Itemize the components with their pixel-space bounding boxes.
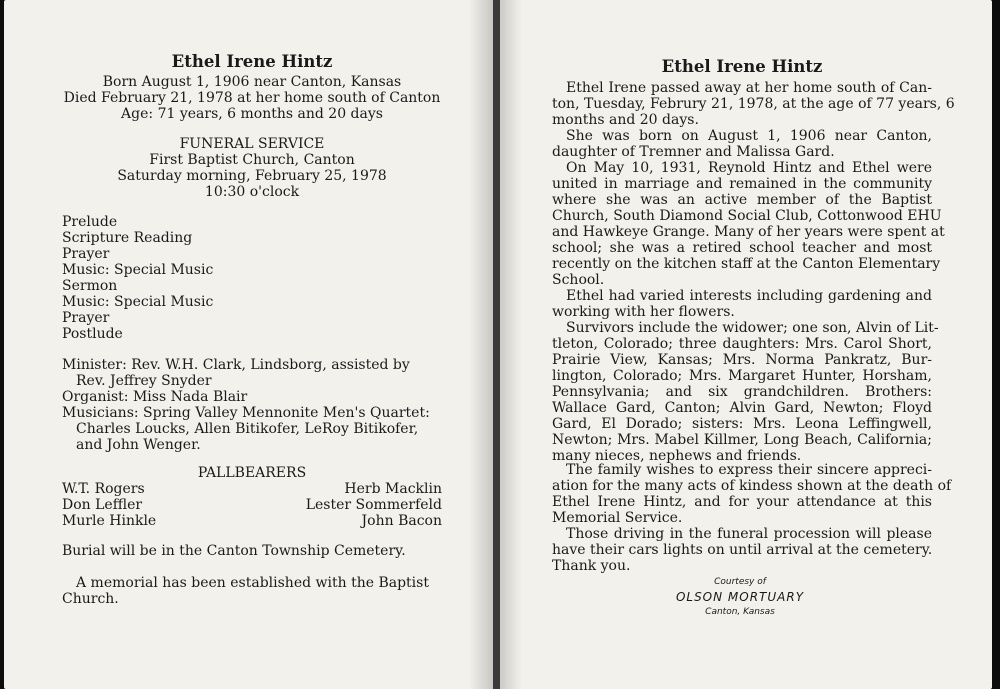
pallbearer-name: Murle Hinkle	[62, 513, 157, 529]
musicians-line: and John Wenger.	[76, 437, 201, 453]
obituary-line: School.	[552, 272, 605, 288]
obituary-line: many nieces, nephews and friends.	[552, 448, 802, 464]
pallbearer-row	[62, 513, 442, 529]
obituary-line: where she was an active member of the Baptist	[552, 192, 932, 208]
born-line: Born August 1, 1906 near Canton, Kansas	[102, 74, 402, 90]
program-item: Prayer	[62, 310, 110, 326]
thanks-line: Those driving in the funeral procession will please	[566, 526, 932, 542]
left-title: Ethel Irene Hintz	[171, 52, 333, 71]
pallbearers-block	[62, 465, 442, 529]
musicians-line: Charles Loucks, Allen Bitikofer, LeRoy Bitikofer,	[76, 421, 419, 437]
thanks-line: Ethel Irene Hintz, and for your attendance at this	[552, 494, 932, 510]
minister-line: Rev. Jeffrey Snyder	[76, 373, 212, 389]
program-item: Music: Special Music	[62, 294, 214, 310]
obituary-line: Ethel Irene passed away at her home south of Can-	[566, 80, 932, 96]
pallbearer-name: W.T. Rogers	[62, 481, 145, 497]
thanks-line: Thank you.	[552, 558, 631, 574]
pallbearer-name: Lester Sommerfeld	[305, 497, 442, 513]
obituary-line: On May 10, 1931, Reynold Hintz and Ethel were	[566, 160, 932, 176]
book-gutter	[493, 0, 500, 689]
thanks-text	[552, 462, 952, 574]
obituary-line: united in marriage and remained in the community	[552, 176, 932, 192]
obituary-line: and Hawkeye Grange. Many of her years were spent at	[552, 224, 945, 240]
thanks-line: ation for the many acts of kindess shown at the death of	[552, 478, 952, 494]
left-page	[4, 0, 493, 689]
program-list	[62, 214, 442, 342]
program-item: Sermon	[62, 278, 118, 294]
burial-line: Burial will be in the Canton Township Cemetery.	[62, 543, 406, 559]
obituary-line: working with her flowers.	[552, 304, 735, 320]
minister-line: Minister: Rev. W.H. Clark, Lindsborg, assisted by	[62, 357, 410, 373]
thanks-line: The family wishes to express their sincere appreci-	[566, 462, 932, 478]
memorial-line: Church.	[62, 591, 119, 607]
obituary-line: school; she was a retired school teacher and most	[552, 240, 932, 256]
officiants-block	[62, 357, 442, 453]
pallbearers-heading: PALLBEARERS	[197, 465, 307, 481]
obituary-line: Survivors include the widower; one son, Alvin of Lit-	[566, 320, 939, 336]
obituary-line: She was born on August 1, 1906 near Canton,	[566, 128, 932, 144]
pallbearer-name: Herb Macklin	[344, 481, 442, 497]
left-header	[62, 52, 442, 122]
memorial-line: A memorial has been established with the Baptist	[76, 575, 429, 591]
time-line: 10:30 o'clock	[204, 184, 300, 200]
obituary-line: Wallace Gard, Canton; Alvin Gard, Newton; Floyd	[552, 400, 932, 416]
right-page	[500, 0, 992, 689]
age-line: Age: 71 years, 6 months and 20 days	[121, 106, 383, 122]
funeral-heading: FUNERAL SERVICE	[179, 136, 325, 152]
program-item: Prayer	[62, 246, 110, 262]
funeral-service-block	[62, 136, 442, 200]
organist-line: Organist: Miss Nada Blair	[62, 389, 248, 405]
pallbearer-row	[62, 497, 442, 513]
obituary-line: months and 20 days.	[552, 112, 699, 128]
died-line: Died February 21, 1978 at her home south of Canton	[63, 90, 441, 106]
thanks-line: have their cars lights on until arrival at the cemetery.	[552, 542, 933, 558]
courtesy-of: Courtesy of	[714, 577, 766, 587]
obituary-line: Prairie View, Kansas; Mrs. Norma Pankratz, Bur-	[552, 352, 932, 368]
obituary-line: tleton, Colorado; three daughters: Mrs. Carol Short,	[552, 336, 932, 352]
obituary-line: Ethel had varied interests including gardening and	[566, 288, 932, 304]
program-item: Postlude	[62, 326, 123, 342]
date-line: Saturday morning, February 25, 1978	[117, 168, 387, 184]
obituary-line: daughter of Tremner and Malissa Gard.	[552, 144, 835, 160]
memorial-block	[62, 575, 442, 607]
pallbearer-name: John Bacon	[361, 513, 442, 529]
church-line: First Baptist Church, Canton	[149, 152, 355, 168]
mortuary-credit	[630, 576, 850, 618]
program-item: Scripture Reading	[62, 230, 193, 246]
obituary-line: Pennsylvania; and six grandchildren. Brothers:	[552, 384, 932, 400]
mortuary-name: OLSON MORTUARY	[675, 590, 805, 604]
musicians-line: Musicians: Spring Valley Mennonite Men's Quartet:	[62, 405, 430, 421]
obituary-line: recently on the kitchen staff at the Canton Elementary	[552, 256, 941, 272]
right-title: Ethel Irene Hintz	[661, 57, 823, 76]
program-item: Music: Special Music	[62, 262, 214, 278]
obituary-text	[552, 80, 955, 464]
pallbearer-row	[62, 481, 442, 497]
obituary-line: Church, South Diamond Social Club, Cottonwood EHU	[552, 208, 942, 224]
obituary-line: Newton; Mrs. Mabel Killmer, Long Beach, California;	[552, 432, 932, 448]
pallbearer-name: Don Leffler	[62, 497, 143, 513]
program-item: Prelude	[62, 214, 118, 230]
obituary-line: lington, Colorado; Mrs. Margaret Hunter, Horsham,	[552, 368, 932, 384]
obituary-line: Gard, El Dorado; sisters: Mrs. Leona Leffingwell,	[552, 416, 932, 432]
obituary-line: ton, Tuesday, Februry 21, 1978, at the age of 77 years, 6	[552, 96, 955, 112]
thanks-line: Memorial Service.	[552, 510, 683, 526]
mortuary-location: Canton, Kansas	[705, 607, 775, 617]
